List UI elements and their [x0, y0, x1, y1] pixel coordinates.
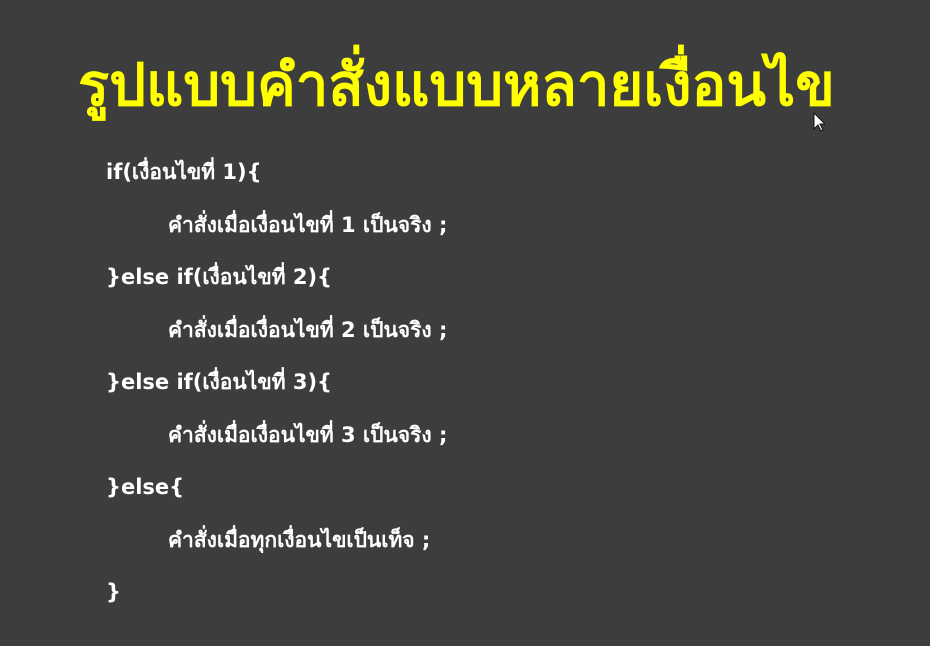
code-line-action-2: คำสั่งเมื่อเงื่อนไขที่ 2 เป็นจริง ;	[168, 317, 448, 342]
code-line-action-else: คำสั่งเมื่อทุกเงื่อนไขเป็นเท็จ ;	[168, 527, 431, 552]
code-line-else-if-3: }else if(เงื่อนไขที่ 3){	[106, 370, 333, 394]
code-line-else: }else{	[106, 475, 185, 499]
mouse-pointer-icon	[813, 112, 825, 132]
code-line-else-if-2: }else if(เงื่อนไขที่ 2){	[106, 265, 333, 289]
code-line-if-1: if(เงื่อนไขที่ 1){	[106, 160, 262, 184]
code-line-action-1: คำสั่งเมื่อเงื่อนไขที่ 1 เป็นจริง ;	[168, 212, 448, 237]
code-block	[106, 146, 866, 619]
code-line-action-3: คำสั่งเมื่อเงื่อนไขที่ 3 เป็นจริง ;	[168, 422, 448, 447]
slide-title: รูปแบบคำสั่งแบบหลายเงื่อนไข	[78, 51, 835, 119]
code-line-closing-brace: }	[106, 580, 121, 604]
